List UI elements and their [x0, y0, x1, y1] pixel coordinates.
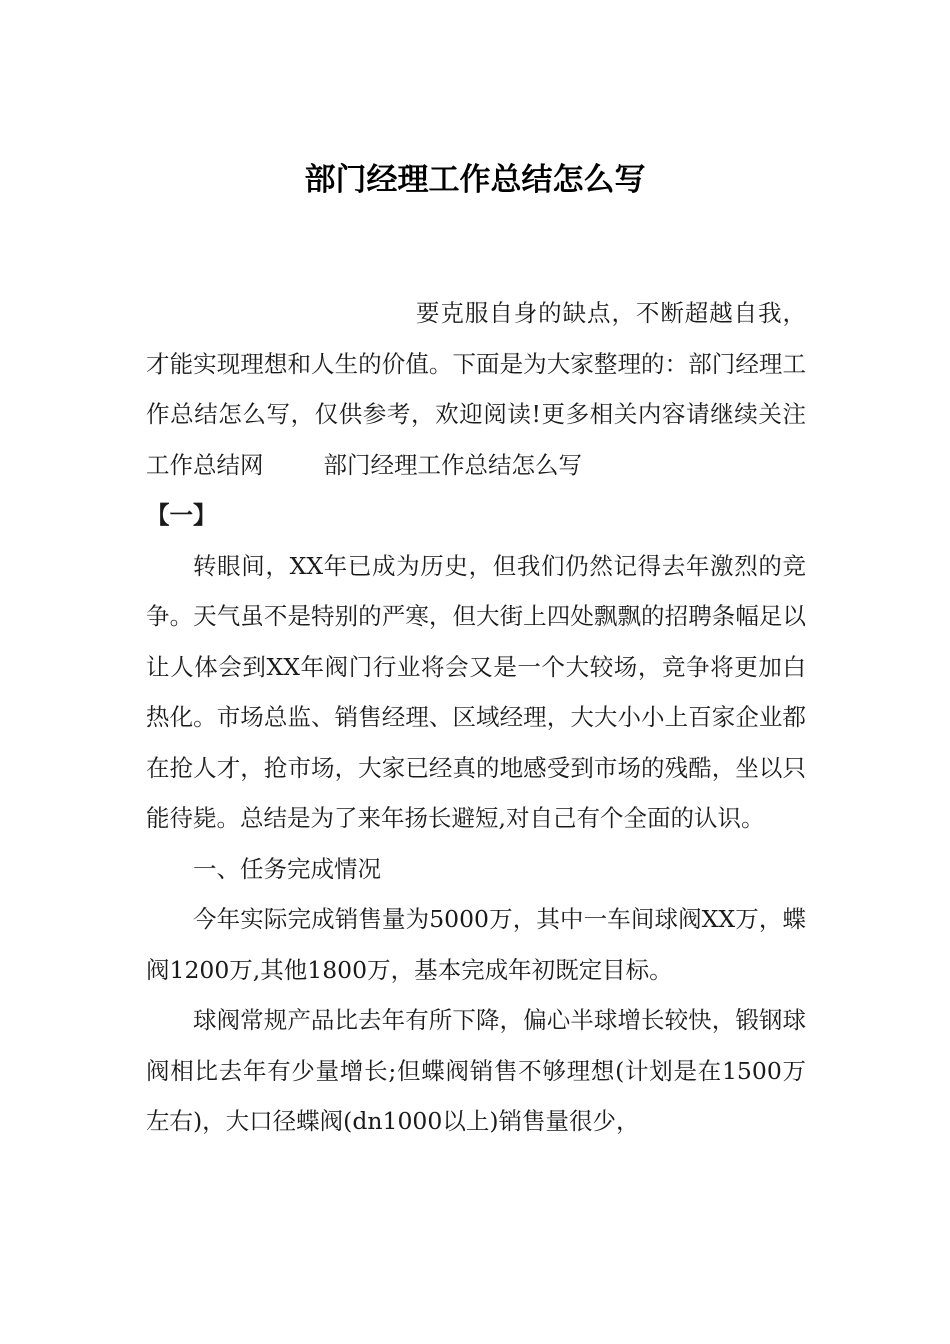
body-paragraph: 今年实际完成销售量为5000万，其中一车间球阀XX万，蝶阀1200万,其他1800万，基本完成年初既定目标。: [146, 905, 806, 984]
body-paragraph: 转眼间，XX年已成为历史，但我们仍然记得去年激烈的竞争。天气虽不是特别的严寒，但大街上四处飘飘的招聘条幅足以让人体会到XX年阀门行业将会又是一个大较场，竞争将更加白热化。市场总监、销售经理、区域经理，大大小小上百家企业都在抢人才，抢市场，大家已经真的地感受到市场的残酷，坐以只能待毙。总结是为了来年扬长避短,对自己有个全面的认识。: [146, 551, 806, 832]
section-mark: 【一】: [146, 501, 217, 529]
document-body: [146, 288, 806, 1147]
body-paragraph: 球阀常规产品比去年有所下降，偏心半球增长较快，锻钢球阀相比去年有少量增长;但蝶阀销售不够理想(计划是在1500万左右)，大口径蝶阀(dn1000以上)销售量很少，: [146, 1006, 806, 1135]
intro-text: 要克服自身的缺点，不断超越自我，才能实现理想和人生的价值。下面是为大家整理的：部门经理工作总结怎么写，仅供参考，欢迎阅读!更多相关内容请继续关注工作总结网: [146, 299, 806, 479]
intro-paragraph: [146, 288, 806, 541]
section-heading: 一、任务完成情况: [193, 854, 381, 883]
intro-subtitle: 部门经理工作总结怎么写: [323, 450, 582, 479]
document-title: 部门经理工作总结怎么写: [304, 162, 646, 198]
